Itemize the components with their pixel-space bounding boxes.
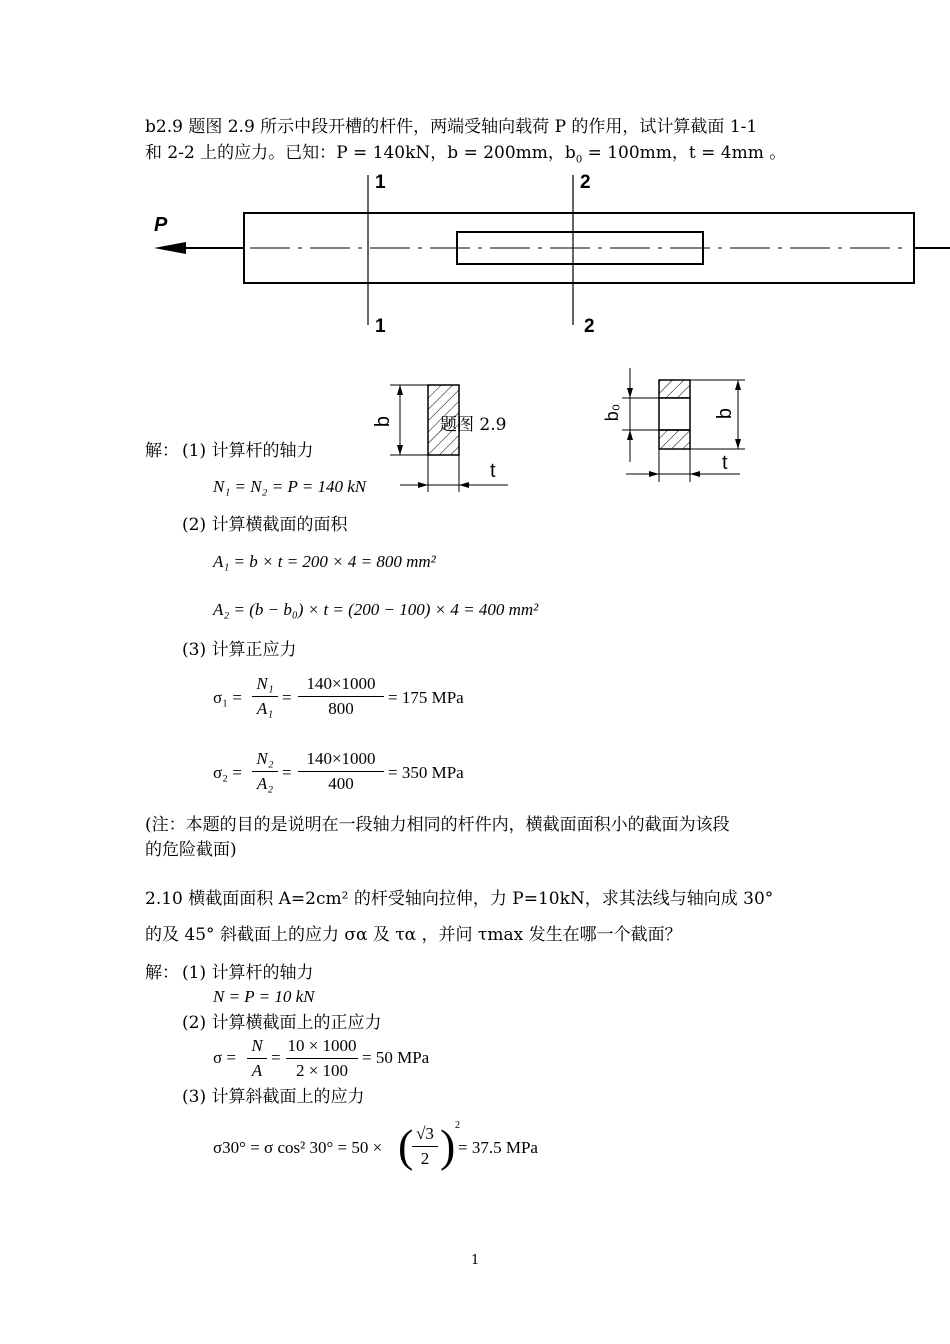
step-1-2-9: (1) 计算杆的轴力 (182, 441, 314, 461)
problem-2-9-line2: 和 2-2 上的应力。已知：P = 140kN，b = 200mm，$b_0 = 100mm$，t = 4mm 。 (145, 143, 787, 166)
fraction-n-a: N A (247, 1036, 267, 1081)
step-3-2-10: (3) 计算斜截面上的应力 (182, 1087, 365, 1107)
page-number: 1 (471, 1253, 480, 1268)
fraction-stress-1: 140×1000 800 (298, 674, 384, 719)
cross-section-2-slot (659, 398, 690, 430)
equation-axial-force: N₁ = N₂ = P = 140 kN (213, 477, 367, 496)
problem-2-10-line2: 的及 45° 斜截面上的应力 σα 及 τα ，并问 τmax 发生在哪一个截面？ (145, 925, 682, 945)
problem-2-9-line1: b2.9 题图 2.9 所示中段开槽的杆件，两端受轴向载荷 P 的作用，试计算截面 1-1 (145, 117, 758, 137)
equation-stress-1-lhs: σ₁ = (213, 688, 242, 707)
equation-oblique-stress-lhs: σ30° = σ cos² 30° = 50 × (213, 1138, 383, 1157)
dim-b0-label: b₀ (602, 403, 623, 422)
equation-stress-1-rhs: = 175 MPa (388, 688, 464, 707)
section-2-bottom-label: 2 (584, 316, 595, 337)
cross-section-2-top (659, 380, 690, 398)
fraction-n1-a1: N₁ A₁ (252, 674, 278, 719)
force-label-p: P (154, 214, 168, 236)
equation-stress-2-rhs: = 350 MPa (388, 763, 464, 782)
equation-stress-2-lhs: σ₂ = (213, 763, 242, 782)
fraction-n2-a2: N₂ A₂ (252, 749, 278, 794)
dim-b-right-label: b (714, 407, 737, 420)
solution-label-2-9: 解： (145, 441, 179, 461)
cross-section-2-bottom (659, 430, 690, 449)
given-values: P = 140kN，b = 200mm，$b_0 = 100mm$，t = 4mm 。 (336, 143, 787, 166)
equation-oblique-stress-rhs: = 37.5 MPa (458, 1138, 538, 1157)
fraction-stress-2: 140×1000 400 (298, 749, 384, 794)
dim-t-right-label: t (722, 452, 728, 474)
dim-t-label: t (490, 460, 496, 482)
solution-label-2-10: 解： (145, 963, 179, 983)
equation-area-1: A₁ = b × t = 200 × 4 = 800 mm² (213, 552, 436, 571)
fraction-root3-over-2: √3 2 (412, 1124, 438, 1169)
step-3-2-9: (3) 计算正应力 (182, 640, 297, 660)
section-2-top-label: 2 (580, 172, 591, 193)
figure-caption: 题图 2.9 (440, 415, 507, 435)
section-1-top-label: 1 (375, 172, 386, 193)
equation-axial-force-2-10: N = P = 10 kN (213, 987, 315, 1006)
equation-normal-stress-lhs: σ = (213, 1048, 237, 1067)
section-1-bottom-label: 1 (375, 316, 386, 337)
step-2-2-9: (2) 计算横截面的面积 (182, 515, 348, 535)
left-arrow-head (154, 242, 186, 254)
step-1-2-10: (1) 计算杆的轴力 (182, 963, 314, 983)
equation-normal-stress-rhs: = 50 MPa (362, 1048, 430, 1067)
fraction-normal-stress: 10 × 1000 2 × 100 (287, 1036, 357, 1080)
dim-b-label: b (372, 415, 395, 428)
problem-2-10-line1: 2.10 横截面面积 A=2cm² 的杆受轴向拉伸，力 P=10kN，求其法线与轴向成 30° (145, 889, 774, 909)
note-line1: (注：本题的目的是说明在一段轴力相同的杆件内，横截面面积小的截面为该段 (145, 815, 730, 835)
note-line2: 的危险截面) (145, 840, 237, 860)
equation-area-2: A₂ = (b − b₀) × t = (200 − 100) × 4 = 400 mm² (213, 600, 539, 619)
step-2-2-10: (2) 计算横截面上的正应力 (182, 1013, 382, 1033)
